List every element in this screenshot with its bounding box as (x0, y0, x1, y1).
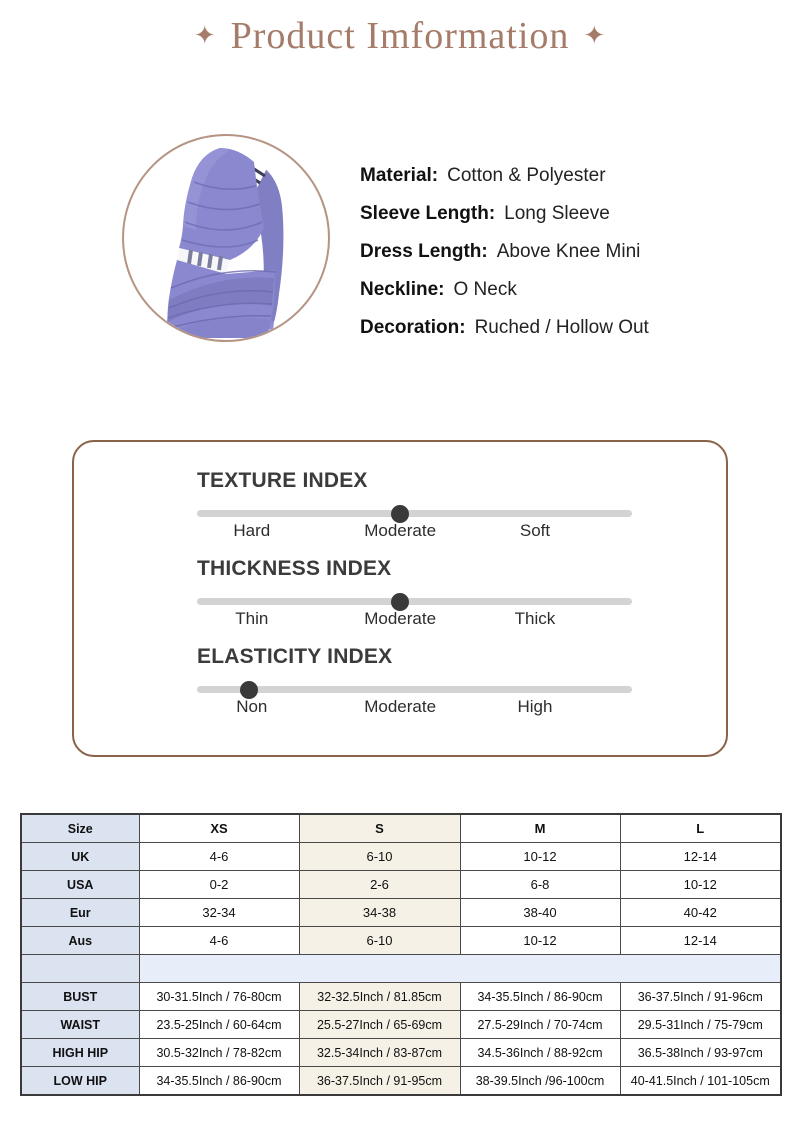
row-label-cell: Eur (21, 899, 139, 927)
row-label-cell: BUST (21, 983, 139, 1011)
table-cell: 23.5-25Inch / 60-64cm (139, 1011, 299, 1039)
table-row (21, 1039, 781, 1067)
slider-dot-icon (391, 593, 409, 611)
table-cell: 30.5-32Inch / 78-82cm (139, 1039, 299, 1067)
table-row (21, 927, 781, 955)
table-cell: 10-12 (460, 843, 620, 871)
slider-dot-icon (391, 505, 409, 523)
table-row (21, 983, 781, 1011)
table-cell: 32-34 (139, 899, 299, 927)
row-label-cell: Aus (21, 927, 139, 955)
table-cell: 40-42 (620, 899, 781, 927)
row-label-cell: LOW HIP (21, 1067, 139, 1096)
gap-cell (139, 955, 781, 983)
slider-label: Non (236, 697, 268, 716)
page-title-text: Product Imformation (230, 15, 570, 57)
table-cell: 27.5-29Inch / 70-74cm (460, 1011, 620, 1039)
slider-label: Moderate (364, 609, 437, 628)
table-cell: 6-10 (299, 927, 460, 955)
slider-labels (197, 609, 632, 631)
detail-row (360, 157, 649, 195)
detail-label: Dress Length: (360, 241, 488, 262)
slider-labels (197, 521, 632, 543)
table-header-cell: Size (21, 814, 139, 843)
slider-track (197, 686, 632, 693)
slider-track (197, 510, 632, 517)
index-block (197, 644, 632, 719)
table-cell: 30-31.5Inch / 76-80cm (139, 983, 299, 1011)
table-header-cell: M (460, 814, 620, 843)
table-cell: 10-12 (460, 927, 620, 955)
table-cell: 2-6 (299, 871, 460, 899)
table-cell: 6-8 (460, 871, 620, 899)
table-row (21, 899, 781, 927)
gap-label-cell (21, 955, 139, 983)
detail-value: Ruched / Hollow Out (474, 317, 649, 338)
table-cell: 12-14 (620, 927, 781, 955)
dress-photo (138, 142, 318, 342)
table-cell: 4-6 (139, 843, 299, 871)
sparkle-right-icon: ✦ (583, 21, 607, 50)
index-title: ELASTICITY INDEX (197, 645, 393, 668)
table-cell: 10-12 (620, 871, 781, 899)
detail-value: Long Sleeve (504, 203, 610, 224)
detail-label: Sleeve Length: (360, 203, 496, 224)
table-cell: 36-37.5Inch / 91-95cm (299, 1067, 460, 1096)
sparkle-left-icon: ✦ (193, 21, 217, 50)
index-block (197, 468, 632, 543)
table-row (21, 1011, 781, 1039)
table-header-cell: S (299, 814, 460, 843)
slider-label: Soft (519, 521, 551, 540)
detail-row (360, 309, 649, 347)
slider-label: Thick (514, 609, 556, 628)
size-chart-table (20, 813, 782, 1096)
slider-label: Moderate (364, 521, 437, 540)
detail-label: Neckline: (360, 279, 445, 300)
detail-row (360, 271, 649, 309)
index-block (197, 556, 632, 631)
product-photo-circle (122, 134, 330, 342)
slider-labels (197, 697, 632, 719)
table-cell: 36.5-38Inch / 93-97cm (620, 1039, 781, 1067)
table-row (21, 871, 781, 899)
detail-label: Material: (360, 165, 439, 186)
table-cell: 34-35.5Inch / 86-90cm (139, 1067, 299, 1096)
slider-label: High (517, 697, 553, 716)
row-label-cell: USA (21, 871, 139, 899)
detail-value: Above Knee Mini (496, 241, 641, 262)
slider-label: Moderate (364, 697, 437, 716)
table-gap-row (21, 955, 781, 983)
table-cell: 38-39.5Inch /96-100cm (460, 1067, 620, 1096)
table-cell: 36-37.5Inch / 91-96cm (620, 983, 781, 1011)
table-cell: 12-14 (620, 843, 781, 871)
detail-row (360, 233, 649, 271)
size-chart-body (21, 814, 781, 1095)
slider-track (197, 598, 632, 605)
table-header-cell: XS (139, 814, 299, 843)
table-cell: 29.5-31Inch / 75-79cm (620, 1011, 781, 1039)
table-cell: 32-32.5Inch / 81.85cm (299, 983, 460, 1011)
table-cell: 6-10 (299, 843, 460, 871)
slider-label: Hard (233, 521, 271, 540)
fabric-index-panel (72, 440, 728, 757)
row-label-cell: WAIST (21, 1011, 139, 1039)
product-details (360, 157, 649, 347)
table-cell: 4-6 (139, 927, 299, 955)
index-title: TEXTURE INDEX (197, 469, 368, 492)
table-cell: 34.5-36Inch / 88-92cm (460, 1039, 620, 1067)
page-title (0, 12, 800, 60)
table-header-row (21, 814, 781, 843)
detail-label: Decoration: (360, 317, 466, 338)
table-row (21, 843, 781, 871)
detail-value: Cotton & Polyester (447, 165, 606, 186)
table-header-cell: L (620, 814, 781, 843)
table-cell: 34-38 (299, 899, 460, 927)
table-cell: 0-2 (139, 871, 299, 899)
table-cell: 40-41.5Inch / 101-105cm (620, 1067, 781, 1096)
detail-row (360, 195, 649, 233)
row-label-cell: UK (21, 843, 139, 871)
slider-label: Thin (235, 609, 269, 628)
table-row (21, 1067, 781, 1096)
row-label-cell: HIGH HIP (21, 1039, 139, 1067)
table-cell: 34-35.5Inch / 86-90cm (460, 983, 620, 1011)
detail-value: O Neck (453, 279, 517, 300)
table-cell: 25.5-27Inch / 65-69cm (299, 1011, 460, 1039)
index-title: THICKNESS INDEX (197, 557, 392, 580)
table-cell: 38-40 (460, 899, 620, 927)
table-cell: 32.5-34Inch / 83-87cm (299, 1039, 460, 1067)
slider-dot-icon (240, 681, 258, 699)
